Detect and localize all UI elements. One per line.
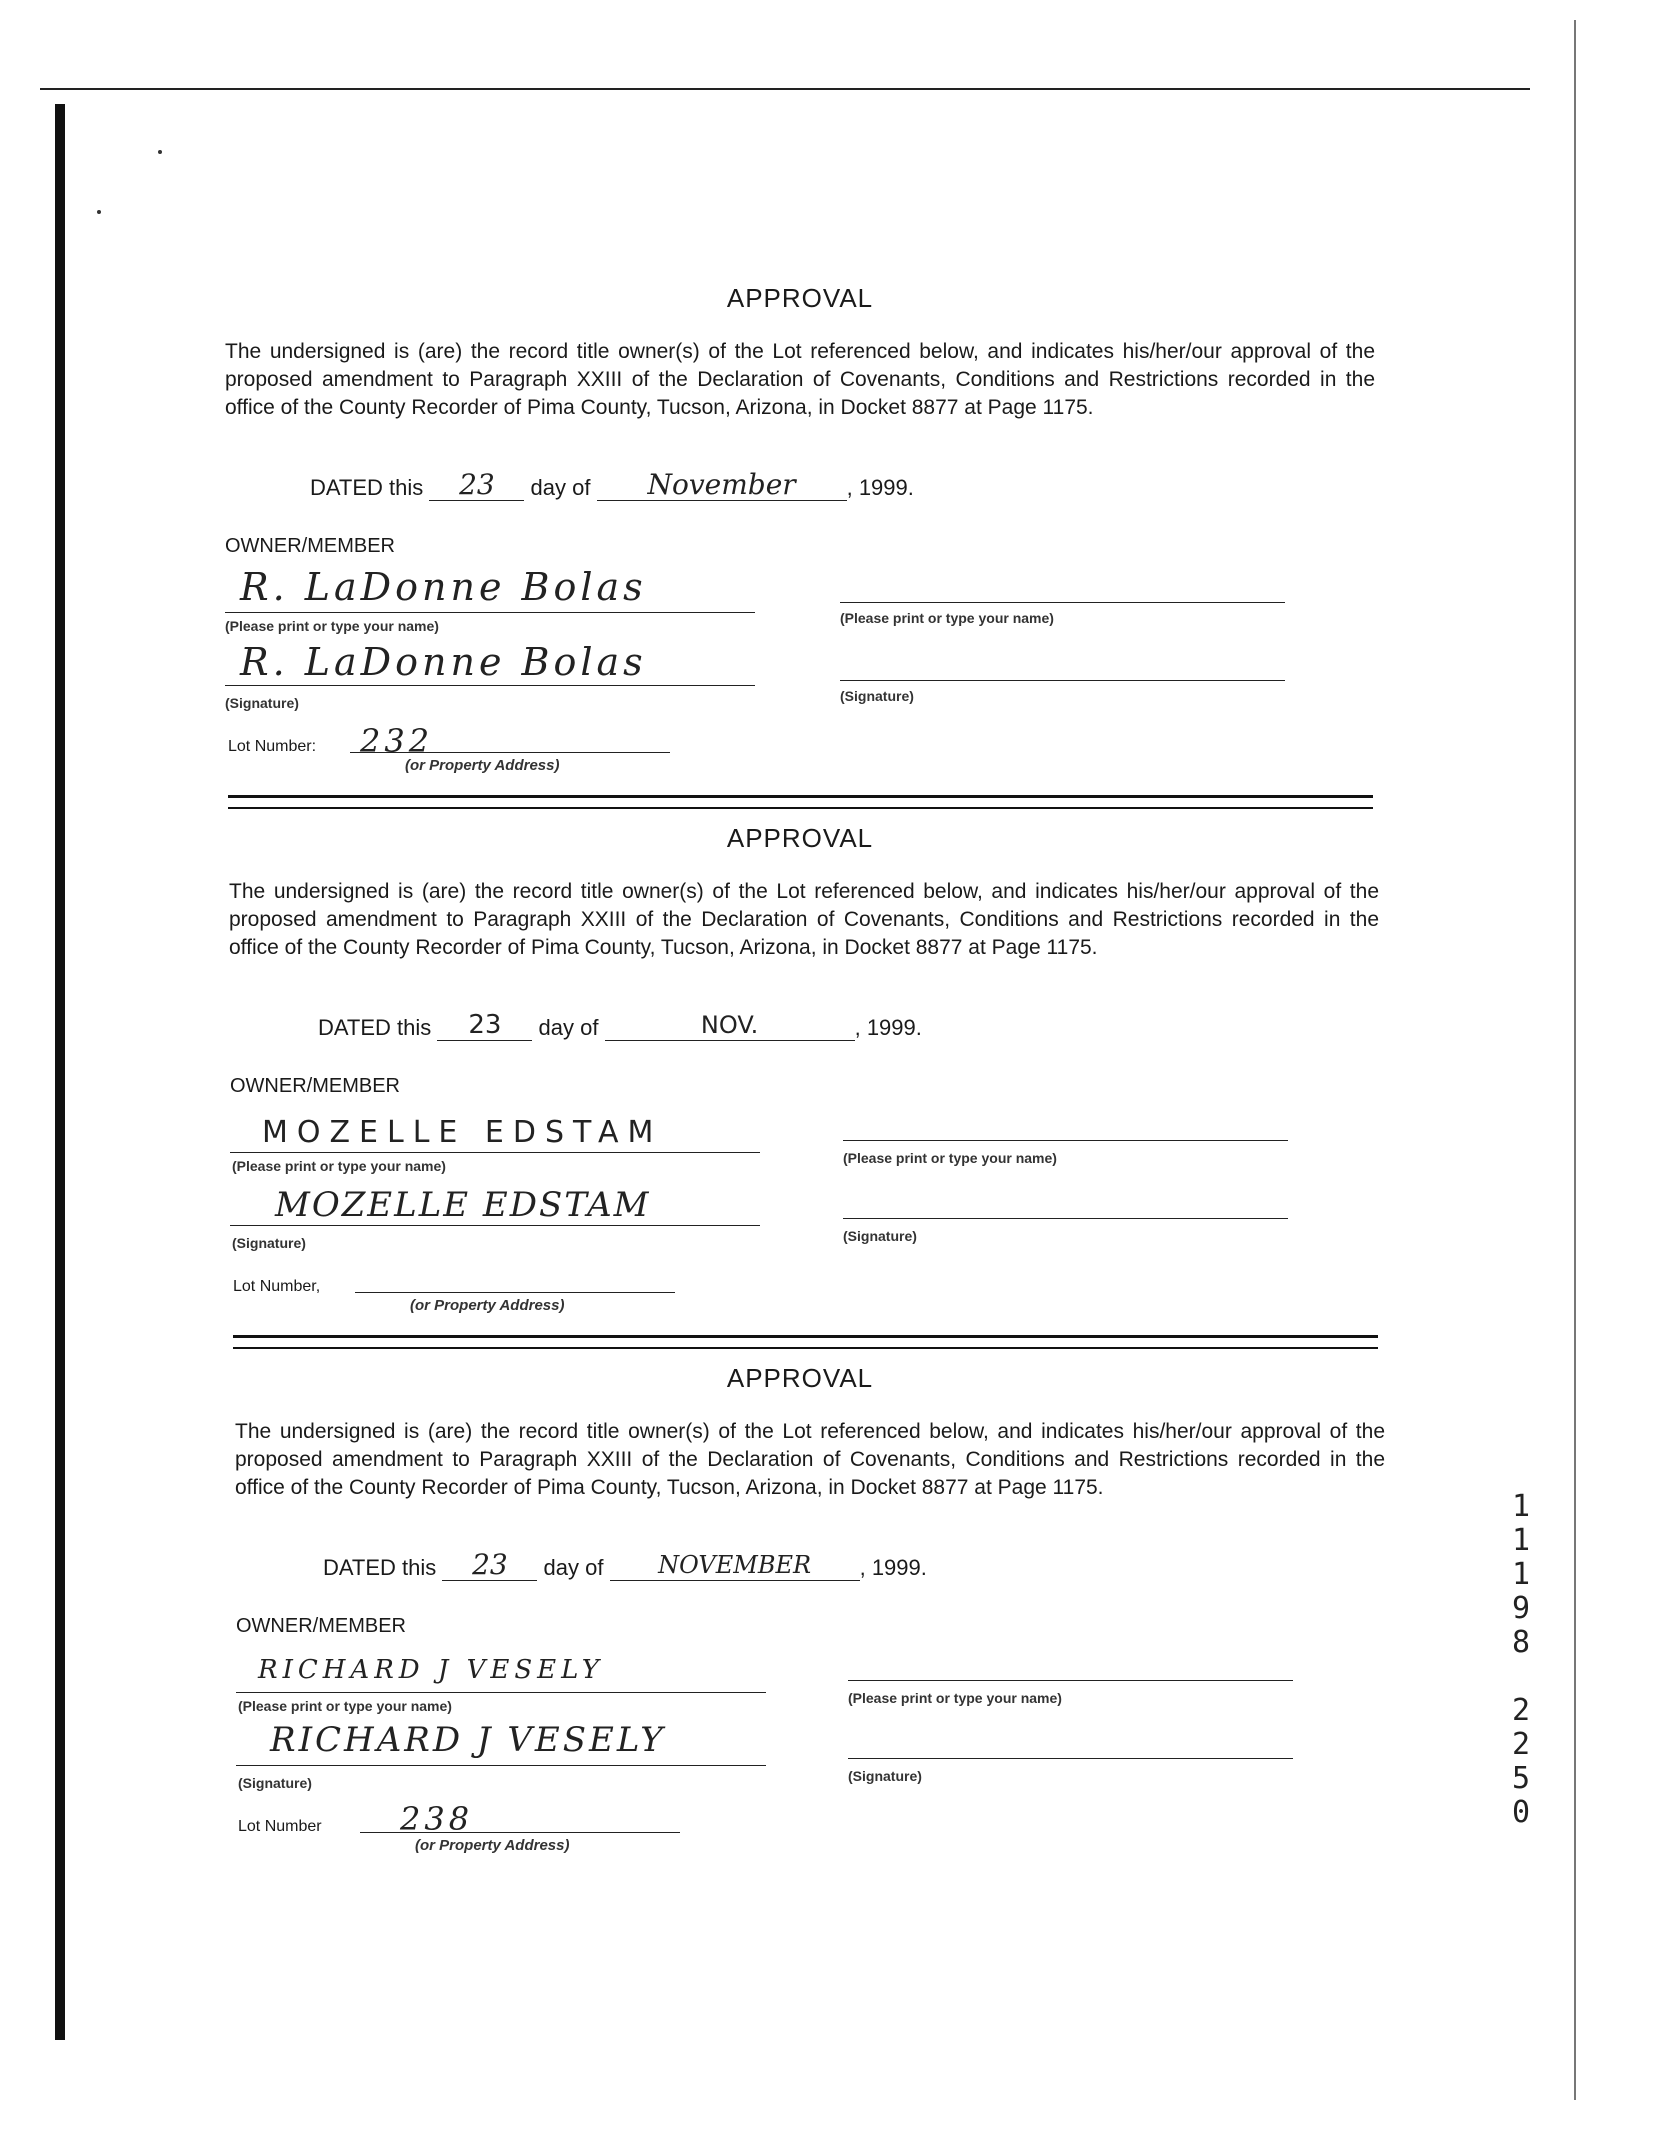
- stamp-digit: 9: [1511, 1591, 1531, 1626]
- printed-name-field[interactable]: R. LaDonne Bolas: [240, 565, 647, 609]
- dated-label: DATED this: [310, 475, 424, 500]
- section-title: APPROVAL: [726, 823, 874, 853]
- right-print-name-caption: (Please print or type your name): [848, 1690, 1062, 1706]
- approval-paragraph: The undersigned is (are) the record title owner(s) of the Lot referenced below, and indicates his/her/our approval of the proposed amendment to Paragraph XXIII of the Declaration of Covenants, Conditions and Restrictions recorded in the office of the County Recorder of Pima County, Tucson, Arizona, in Docket 8877 at Page 1175.: [229, 880, 1379, 959]
- lot-number-line: [360, 1832, 680, 1833]
- day-of-label: day of: [530, 475, 591, 500]
- recording-number-stamp: [1506, 1490, 1536, 1830]
- signature-line: [236, 1765, 766, 1766]
- dated-label: DATED this: [318, 1015, 432, 1040]
- dated-line: [323, 1550, 927, 1581]
- stamp-digit: 0: [1511, 1795, 1531, 1830]
- owner-member-label: OWNER/MEMBER: [236, 1615, 406, 1637]
- right-print-name-caption: (Please print or type your name): [840, 610, 1054, 626]
- lot-address-caption: (or Property Address): [410, 1297, 565, 1314]
- month-field[interactable]: November: [597, 470, 847, 501]
- year-text: , 1999.: [846, 475, 914, 500]
- lot-address-caption: (or Property Address): [415, 1837, 570, 1854]
- dated-line: [318, 1010, 922, 1041]
- section-title: APPROVAL: [726, 283, 874, 313]
- dated-line: [310, 470, 914, 501]
- lot-number-label: Lot Number: [238, 1818, 322, 1835]
- approval-paragraph: The undersigned is (are) the record title owner(s) of the Lot referenced below, and indicates his/her/our approval of the proposed amendment to Paragraph XXIII of the Declaration of Covenants, Conditions and Restrictions recorded in the office of the County Recorder of Pima County, Tucson, Arizona, in Docket 8877 at Page 1175.: [225, 340, 1375, 419]
- print-name-caption: (Please print or type your name): [232, 1158, 446, 1174]
- stamp-digit: 1: [1511, 1523, 1531, 1558]
- stamp-digit: 8: [1511, 1625, 1531, 1660]
- month-field[interactable]: NOVEMBER: [610, 1550, 860, 1581]
- lot-number-label: Lot Number:: [228, 738, 317, 755]
- right-print-name-line: [848, 1680, 1293, 1681]
- stamp-gap: [1506, 1660, 1536, 1694]
- signature-field[interactable]: MOZELLE EDSTAM: [275, 1185, 651, 1225]
- stamp-digit: 2: [1511, 1693, 1531, 1728]
- lot-address-caption: (or Property Address): [405, 757, 560, 774]
- printed-name-field[interactable]: RICHARD J VESELY: [258, 1655, 604, 1685]
- dated-label: DATED this: [323, 1555, 437, 1580]
- printed-name-field[interactable]: MOZELLE EDSTAM: [262, 1115, 663, 1150]
- right-signature-caption: (Signature): [843, 1228, 917, 1244]
- day-field[interactable]: 23: [437, 1010, 532, 1041]
- owner-member-label: OWNER/MEMBER: [230, 1075, 400, 1097]
- approval-section-2: [0, 540, 1664, 1314]
- right-signature-caption: (Signature): [840, 688, 914, 704]
- lot-number-field[interactable]: 232: [360, 722, 434, 760]
- approval-section-3: [0, 1080, 1664, 1854]
- approval-section-1: [0, 0, 1664, 774]
- section-title: APPROVAL: [726, 1363, 874, 1393]
- print-name-line: [236, 1692, 766, 1693]
- signature-caption: (Signature): [232, 1235, 306, 1251]
- approval-paragraph: The undersigned is (are) the record title owner(s) of the Lot referenced below, and indicates his/her/our approval of the proposed amendment to Paragraph XXIII of the Declaration of Covenants, Conditions and Restrictions recorded in the office of the County Recorder of Pima County, Tucson, Arizona, in Docket 8877 at Page 1175.: [235, 1420, 1385, 1499]
- signature-caption: (Signature): [238, 1775, 312, 1791]
- month-field[interactable]: NOV.: [605, 1010, 855, 1041]
- day-field[interactable]: 23: [429, 470, 524, 501]
- stamp-digit: 1: [1511, 1557, 1531, 1592]
- lot-number-field[interactable]: 238: [400, 1800, 474, 1838]
- owner-member-label: OWNER/MEMBER: [225, 535, 395, 557]
- right-print-name-caption: (Please print or type your name): [843, 1150, 1057, 1166]
- signature-field[interactable]: RICHARD J VESELY: [270, 1720, 666, 1760]
- signature-caption: (Signature): [225, 695, 299, 711]
- day-field[interactable]: 23: [442, 1550, 537, 1581]
- print-name-caption: (Please print or type your name): [225, 618, 439, 634]
- signature-field[interactable]: R. LaDonne Bolas: [240, 640, 647, 684]
- day-of-label: day of: [538, 1015, 599, 1040]
- right-signature-line: [848, 1758, 1293, 1759]
- year-text: , 1999.: [859, 1555, 927, 1580]
- right-signature-caption: (Signature): [848, 1768, 922, 1784]
- day-of-label: day of: [543, 1555, 604, 1580]
- year-text: , 1999.: [854, 1015, 922, 1040]
- print-name-caption: (Please print or type your name): [238, 1698, 452, 1714]
- lot-number-label: Lot Number,: [233, 1278, 321, 1295]
- stamp-digit: 1: [1511, 1489, 1531, 1524]
- stamp-digit: 2: [1511, 1727, 1531, 1762]
- stamp-digit: 5: [1511, 1761, 1531, 1796]
